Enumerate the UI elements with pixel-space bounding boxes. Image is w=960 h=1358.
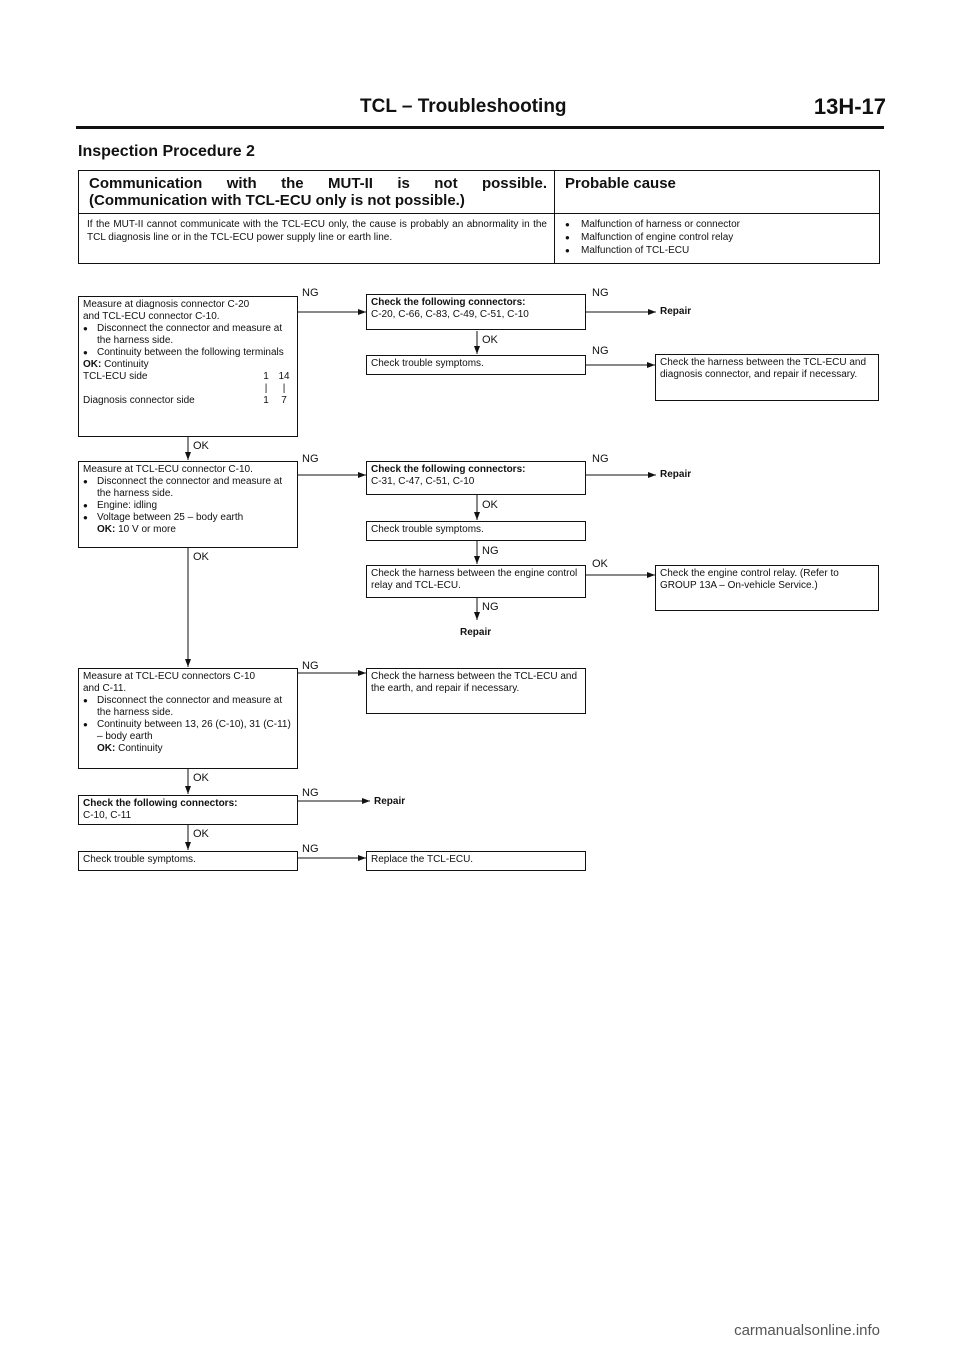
step2-line1: Measure at TCL-ECU connector C-10. xyxy=(83,464,253,475)
step1-terminal-bar: | xyxy=(264,383,268,394)
step4-check-connectors-box xyxy=(78,795,298,825)
step2-ok-value: 10 V or more xyxy=(118,524,176,535)
step3-harness-box xyxy=(366,668,586,714)
ng-label: NG xyxy=(302,453,319,465)
step2-trouble-box xyxy=(366,521,586,541)
page-number: 13H-17 xyxy=(813,94,886,119)
procedure-title: Inspection Procedure 2 xyxy=(78,143,255,160)
step3-bullet2: ● Continuity between 13, 26 (C-10), 31 (C-11) – body earth xyxy=(83,719,293,743)
step3-line1: Measure at TCL-ECU connectors C-10 xyxy=(83,671,256,682)
repair-label: Repair xyxy=(374,796,406,807)
step1-line2: and TCL-ECU connector C-10. xyxy=(83,311,220,322)
step1-terminal-row2 xyxy=(83,395,293,407)
step1-ok-value: Continuity xyxy=(104,359,149,370)
step2-bullet2: ● Engine: idling xyxy=(83,500,293,512)
ok-label: OK xyxy=(193,440,209,452)
ok-label: OK xyxy=(193,551,209,563)
step1-check-list: C-20, C-66, C-83, C-49, C-51, C-10 xyxy=(371,309,529,320)
ok-label: OK xyxy=(482,499,498,511)
step2-check-connectors-box xyxy=(366,461,586,495)
step5-replace-text: Replace the TCL-ECU. xyxy=(371,854,474,865)
step2-check-list: C-31, C-47, C-51, C-10 xyxy=(371,476,475,487)
page-header-title: TCL – Troubleshooting xyxy=(360,96,567,117)
step4-check-title: Check the following connectors: xyxy=(83,798,238,809)
step2-relay-check-box xyxy=(655,565,879,611)
probable-cause-heading: Probable cause xyxy=(565,175,676,192)
step2-trouble-text: Check trouble symptoms. xyxy=(371,524,484,535)
ng-label: NG xyxy=(592,287,609,299)
step3-harness-text: Check the harness between the TCL-ECU and the earth, and repair if necessary. xyxy=(371,671,578,694)
step1-diagnosis-connector-box xyxy=(78,296,298,437)
step1-check-connectors-box xyxy=(366,294,586,330)
summary-title-line2: (Communication with TCL-ECU only is not possible.) xyxy=(89,192,465,209)
step3-bullet1: ● Disconnect the connector and measure at the harness side. xyxy=(83,695,293,719)
watermark: carmanualsonline.info xyxy=(734,1322,880,1339)
summary-description: If the MUT-II cannot communicate with the TCL-ECU only, the cause is probably an abnormality in the TCL diagnosis line or in the TCL-ECU power supply line or earth line. xyxy=(87,219,547,243)
step1-tcl-side: TCL-ECU side xyxy=(83,371,148,382)
ng-label: NG xyxy=(302,843,319,855)
step2-relay-harness-text: Check the harness between the engine control relay and TCL-ECU. xyxy=(371,568,578,591)
step1-terminal-row1 xyxy=(83,371,293,383)
step3-earth-continuity-box xyxy=(78,668,298,769)
summary-title-line1: Communication with the MUT-II is not possible. xyxy=(89,175,547,192)
step2-relay-harness-box xyxy=(366,565,586,598)
step5-trouble-text: Check trouble symptoms. xyxy=(83,854,196,865)
ng-label: NG xyxy=(592,345,609,357)
step1-terminal: 14 xyxy=(278,371,290,382)
cause-item: ● Malfunction of engine control relay xyxy=(565,231,865,244)
step3-ok-label: OK: xyxy=(97,743,116,754)
step1-terminal-bars xyxy=(83,383,293,395)
step1-bullet1: ● Disconnect the connector and measure at the harness side. xyxy=(83,323,293,347)
step1-trouble-box xyxy=(366,355,586,375)
step2-ok-label: OK: xyxy=(97,524,116,535)
step2-check-title: Check the following connectors: xyxy=(371,464,526,475)
ng-label: NG xyxy=(592,453,609,465)
ng-label: NG xyxy=(302,787,319,799)
step1-harness-box xyxy=(655,354,879,401)
step1-terminal: 1 xyxy=(263,371,269,382)
step5-replace-box xyxy=(366,851,586,871)
step2-ecu-voltage-box xyxy=(78,461,298,548)
ng-label: NG xyxy=(302,660,319,672)
cause-item: ● Malfunction of TCL-ECU xyxy=(565,244,865,257)
step1-check-title: Check the following connectors: xyxy=(371,297,526,308)
repair-label: Repair xyxy=(660,469,692,480)
ng-label: NG xyxy=(482,601,499,613)
step2-bullet1: ● Disconnect the connector and measure at the harness side. xyxy=(83,476,293,500)
repair-label: Repair xyxy=(660,306,692,317)
step1-ok-label: OK: xyxy=(83,359,102,370)
step1-harness-text: Check the harness between the TCL-ECU and diagnosis connector, and repair if necessary. xyxy=(660,357,867,380)
ng-label: NG xyxy=(482,545,499,557)
step2-bullet3: ● Voltage between 25 – body earth xyxy=(83,512,293,524)
step2-relay-check-text: Check the engine control relay. (Refer to GROUP 13A – On-vehicle Service.) xyxy=(660,568,839,591)
ok-label: OK xyxy=(592,558,608,570)
cause-item: ● Malfunction of harness or connector xyxy=(565,218,865,231)
step1-bullet2: ● Continuity between the following terminals xyxy=(83,347,293,359)
ok-label: OK xyxy=(193,772,209,784)
ng-label: NG xyxy=(302,287,319,299)
ok-label: OK xyxy=(482,334,498,346)
step4-check-list: C-10, C-11 xyxy=(83,810,132,821)
step1-trouble-text: Check trouble symptoms. xyxy=(371,358,484,369)
step1-diag-side: Diagnosis connector side xyxy=(83,395,195,406)
repair-label: Repair xyxy=(460,627,492,638)
ok-label: OK xyxy=(193,828,209,840)
step5-trouble-box xyxy=(78,851,298,871)
step1-terminal-bar: | xyxy=(282,383,286,394)
step1-line1: Measure at diagnosis connector C-20 xyxy=(83,299,250,310)
step3-line2: and C-11. xyxy=(83,683,127,694)
step3-ok-value: Continuity xyxy=(118,743,163,754)
step1-terminal: 1 xyxy=(263,395,269,406)
step1-terminal: 7 xyxy=(281,395,287,406)
